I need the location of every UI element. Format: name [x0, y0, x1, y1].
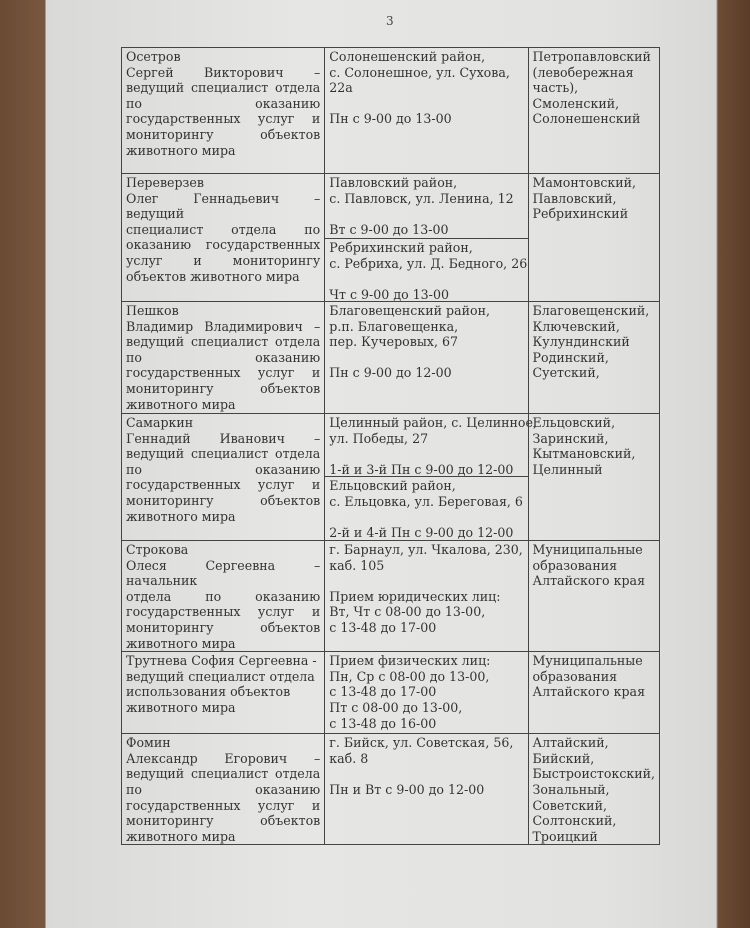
- text-line: Ельцовский район,: [329, 478, 456, 493]
- text-line: государственных услуг и: [126, 477, 321, 493]
- text-line: р.п. Благовещенка,: [329, 318, 459, 334]
- districts-cell: [528, 174, 659, 302]
- text-line: Бийский,: [532, 750, 595, 766]
- text-line: Ключевский,: [532, 318, 620, 334]
- text-line: Фомин: [126, 735, 171, 751]
- text-line: животного мира: [126, 396, 236, 412]
- employee-cell: [122, 302, 325, 414]
- text-line: ведущий специалист отдела: [126, 446, 321, 462]
- text-line: каб. 8: [329, 750, 369, 766]
- text-line: государственных услуг и: [126, 797, 321, 813]
- office-cell: [325, 48, 528, 174]
- text-line: с. Солонешное, ул. Сухова,: [329, 64, 510, 80]
- text-line: Пешков: [126, 303, 179, 318]
- districts-cell: [528, 541, 659, 652]
- text-line: Троицкий: [532, 828, 598, 844]
- text-line: (левобережная: [532, 64, 634, 80]
- text-line: Самаркин: [126, 415, 194, 430]
- text-line: животного мира: [126, 828, 236, 844]
- text-line: Благовещенский район,: [329, 303, 490, 318]
- text-line: по оказанию: [126, 461, 321, 477]
- text-line: по оказанию: [126, 781, 321, 797]
- text-line: г. Бийск, ул. Советская, 56,: [329, 735, 514, 751]
- text-line: с. Ельцовка, ул. Береговая, 6: [329, 493, 523, 509]
- text-line: Пт с 08-00 до 13-00,: [329, 699, 463, 715]
- text-line: Заринский,: [532, 430, 609, 446]
- office-cell: [325, 414, 537, 541]
- staff-table: [121, 47, 660, 845]
- text-line: с 13-48 до 17-00: [329, 684, 437, 700]
- text-line: Пн и Вт с 9-00 до 12-00: [329, 781, 485, 797]
- table-row: [122, 734, 660, 845]
- text-line: каб. 105: [329, 557, 385, 573]
- text-line: услуг и мониторингу: [126, 252, 321, 268]
- text-line: Целинный район, с. Целинное,: [329, 415, 537, 430]
- text-line: Переверзев: [126, 175, 204, 190]
- table-row: [122, 541, 660, 652]
- employee-cell: [122, 174, 325, 302]
- office-block: [325, 174, 527, 238]
- employee-cell: [122, 652, 325, 734]
- text-line: Пн, Ср с 08-00 до 13-00,: [329, 668, 490, 684]
- text-line: Целинный: [532, 461, 603, 477]
- text-line: образования: [532, 668, 618, 684]
- office-block: [325, 652, 527, 731]
- text-line: мониторингу объектов: [126, 813, 321, 829]
- text-line: оказанию государственных: [126, 237, 321, 253]
- text-line: с 13-48 до 17-00: [329, 619, 437, 635]
- text-line: животного мира: [126, 635, 236, 651]
- text-line: с. Ребриха, ул. Д. Бедного, 26: [329, 255, 528, 271]
- text-line: ведущий специалист отдела: [126, 80, 321, 96]
- office-block: [325, 734, 527, 797]
- text-line: Муниципальные: [532, 542, 643, 557]
- office-cell: [325, 652, 528, 734]
- text-line: Советский,: [532, 797, 607, 813]
- text-line: Строкова: [126, 542, 189, 557]
- text-line: мониторингу объектов: [126, 380, 321, 396]
- text-line: Ельцовский,: [532, 415, 616, 430]
- text-line: объектов животного мира: [126, 268, 300, 284]
- office-cell: [325, 302, 528, 414]
- employee-cell: [122, 734, 325, 845]
- text-line: образования: [532, 557, 618, 573]
- text-line: Павловский район,: [329, 175, 458, 190]
- office-cell: [325, 174, 528, 302]
- text-line: Муниципальные: [532, 653, 643, 669]
- text-line: Алтайского края: [532, 573, 646, 589]
- text-line: Олеся Сергеевна – начальник: [126, 557, 321, 589]
- text-line: государственных услуг и: [126, 604, 321, 620]
- text-line: Пн с 9-00 до 13-00: [329, 111, 452, 127]
- text-line: специалист отдела по: [126, 221, 321, 237]
- text-line: Быстроистокский,: [532, 766, 656, 782]
- text-line: Павловский,: [532, 190, 617, 206]
- text-line: государственных услуг и: [126, 365, 321, 381]
- text-line: Чт с 9-00 до 13-00: [329, 286, 449, 302]
- text-line: 1-й и 3-й Пн с 9-00 до 12-00: [329, 461, 514, 477]
- office-block: [325, 476, 527, 540]
- table-row: [122, 174, 660, 302]
- text-line: ведущий специалист отдела: [126, 668, 315, 684]
- office-block: [325, 238, 527, 301]
- text-line: государственных услуг и: [126, 111, 321, 127]
- text-line: с. Павловск, ул. Ленина, 12: [329, 190, 514, 206]
- text-line: Солтонский,: [532, 813, 617, 829]
- text-line: Геннадий Иванович –: [126, 430, 321, 446]
- text-line: животного мира: [126, 142, 236, 158]
- text-line: 2-й и 4-й Пн с 9-00 до 12-00: [329, 524, 514, 540]
- text-line: ведущий специалист отдела: [126, 766, 321, 782]
- page-number: 3: [386, 14, 394, 28]
- office-block: [325, 541, 527, 636]
- text-line: Прием физических лиц:: [329, 653, 491, 669]
- districts-cell: [528, 414, 659, 541]
- text-line: Петропавловский: [532, 49, 651, 64]
- text-line: использования объектов: [126, 684, 291, 700]
- text-line: Олег Геннадьевич – ведущий: [126, 190, 321, 222]
- text-line: мониторингу объектов: [126, 492, 321, 508]
- employee-cell: [122, 541, 325, 652]
- districts-cell: [528, 734, 659, 845]
- text-line: мониторингу объектов: [126, 126, 321, 142]
- text-line: Алтайский,: [532, 735, 609, 751]
- text-line: Пн с 9-00 до 12-00: [329, 365, 452, 381]
- table-row: [122, 414, 660, 541]
- text-line: Благовещенский,: [532, 303, 650, 318]
- office-block: [325, 48, 527, 127]
- office-block: [325, 302, 527, 381]
- text-line: Вт, Чт с 08-00 до 13-00,: [329, 604, 486, 620]
- text-line: Владимир Владимирович –: [126, 318, 321, 334]
- districts-cell: [528, 652, 659, 734]
- text-line: животного мира: [126, 699, 236, 715]
- districts-cell: [528, 48, 659, 174]
- text-line: Смоленский,: [532, 95, 620, 111]
- text-line: Александр Егорович –: [126, 750, 321, 766]
- text-line: Прием юридических лиц:: [329, 588, 501, 604]
- text-line: Осетров: [126, 49, 181, 64]
- employee-cell: [122, 414, 325, 541]
- text-line: Солонешенский район,: [329, 49, 486, 64]
- text-line: Вт с 9-00 до 13-00: [329, 221, 449, 237]
- employee-cell: [122, 48, 325, 174]
- text-line: 22а: [329, 80, 353, 96]
- text-line: Суетский,: [532, 365, 600, 381]
- text-line: животного мира: [126, 508, 236, 524]
- text-line: часть),: [532, 80, 579, 96]
- table-row: [122, 302, 660, 414]
- text-line: Ребрихинский район,: [329, 240, 473, 255]
- text-line: Трутнева София Сергеевна -: [126, 653, 317, 669]
- text-line: Мамонтовский,: [532, 175, 637, 190]
- text-line: Алтайского края: [532, 684, 646, 700]
- table-row: [122, 48, 660, 174]
- text-line: г. Барнаул, ул. Чкалова, 230,: [329, 542, 523, 557]
- text-line: мониторингу объектов: [126, 619, 321, 635]
- text-line: Сергей Викторович –: [126, 64, 321, 80]
- text-line: Ребрихинский: [532, 206, 629, 222]
- text-line: ул. Победы, 27: [329, 430, 429, 446]
- office-block: [325, 414, 537, 477]
- office-cell: [325, 734, 528, 845]
- districts-cell: [528, 302, 659, 414]
- text-line: отдела по оказанию: [126, 588, 321, 604]
- text-line: по оказанию: [126, 349, 321, 365]
- table-row: [122, 652, 660, 734]
- text-line: по оказанию: [126, 95, 321, 111]
- text-line: Зональный,: [532, 781, 610, 797]
- text-line: Солонешенский: [532, 111, 641, 127]
- text-line: пер. Кучеровых, 67: [329, 334, 459, 350]
- text-line: ведущий специалист отдела: [126, 334, 321, 350]
- text-line: с 13-48 до 16-00: [329, 715, 437, 731]
- text-line: Кулундинский: [532, 334, 630, 350]
- text-line: Кытмановский,: [532, 446, 636, 462]
- office-cell: [325, 541, 528, 652]
- text-line: Родинский,: [532, 349, 609, 365]
